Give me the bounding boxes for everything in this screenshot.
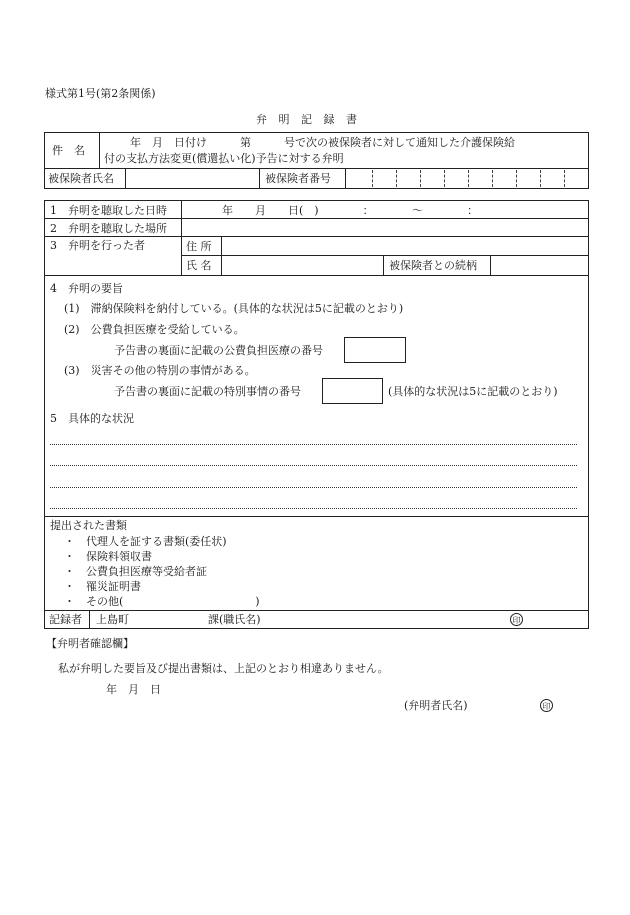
document-item: ・ 公費負担医療等受給者証 bbox=[64, 565, 207, 578]
insured-number-field[interactable] bbox=[346, 169, 588, 188]
section-4-label: 4 弁明の要旨 bbox=[50, 282, 123, 295]
situation-line[interactable] bbox=[50, 508, 577, 509]
statement-item-2: (2) 公費負担医療を受給している。 bbox=[64, 323, 245, 336]
section-1-label: 1 弁明を聴取した日時 bbox=[50, 204, 167, 217]
special-circumstance-number-field[interactable] bbox=[322, 378, 383, 404]
signer-seal-icon: 印 bbox=[540, 699, 553, 712]
document-item: ・ その他( ) bbox=[64, 595, 260, 608]
insured-name-label: 被保険者氏名 bbox=[48, 172, 114, 185]
document-item: ・ 罹災証明書 bbox=[64, 580, 141, 593]
document-item: ・ 保険料領収書 bbox=[64, 550, 152, 563]
confirmation-date[interactable]: 年 月 日 bbox=[106, 683, 161, 696]
special-circumstance-note: (具体的な状況は5に記載のとおり) bbox=[388, 385, 558, 398]
insured-number-label: 被保険者番号 bbox=[265, 172, 331, 185]
public-medical-number-label: 予告書の裏面に記載の公費負担医療の番号 bbox=[114, 344, 323, 357]
statement-item-3: (3) 災害その他の特別の事情がある。 bbox=[64, 364, 256, 377]
special-circumstance-number-label: 予告書の裏面に記載の特別事情の番号 bbox=[114, 385, 301, 398]
situation-line[interactable] bbox=[50, 444, 577, 445]
document-item: ・ 代理人を証する書類(委任状) bbox=[64, 535, 227, 548]
section-3-label: 3 弁明を行った者 bbox=[50, 239, 145, 252]
relation-label: 被保険者との続柄 bbox=[389, 259, 477, 272]
form-number-label: 様式第1号(第2条関係) bbox=[45, 87, 156, 100]
relation-field[interactable] bbox=[491, 256, 588, 274]
recorder-town: 上島町 bbox=[96, 613, 129, 626]
signer-name-label: (弁明者氏名) bbox=[404, 699, 468, 712]
recorder-seal-icon: 印 bbox=[510, 613, 523, 626]
case-label: 件 名 bbox=[52, 144, 85, 157]
recorder-position-label: 課(職氏名) bbox=[208, 613, 261, 626]
statement-item-1: (1) 滞納保険料を納付している。(具体的な状況は5に記載のとおり) bbox=[64, 302, 404, 315]
public-medical-number-field[interactable] bbox=[344, 337, 406, 363]
insured-name-field[interactable] bbox=[126, 169, 259, 188]
case-line-2: 付の支払方法変更(償還払い化)予告に対する弁明 bbox=[104, 152, 344, 165]
name-label: 氏 名 bbox=[186, 259, 212, 272]
speaker-name-field[interactable] bbox=[222, 256, 382, 274]
section-5-label: 5 具体的な状況 bbox=[50, 412, 134, 425]
documents-label: 提出された書類 bbox=[50, 519, 127, 532]
situation-line[interactable] bbox=[50, 465, 577, 466]
hearing-datetime-value[interactable]: 年 月 日( ) ： ～ ： bbox=[222, 204, 479, 217]
address-field[interactable] bbox=[222, 237, 588, 255]
situation-line[interactable] bbox=[50, 487, 577, 488]
recorder-label: 記録者 bbox=[49, 613, 82, 626]
address-label: 住 所 bbox=[186, 240, 212, 253]
confirmation-heading: 【弁明者確認欄】 bbox=[46, 637, 134, 650]
case-line-1: 年 月 日付け 第 号で次の被保険者に対して通知した介護保険給 bbox=[108, 136, 515, 149]
section-2-label: 2 弁明を聴取した場所 bbox=[50, 222, 167, 235]
page-title: 弁 明 記 録 書 bbox=[256, 113, 361, 126]
confirmation-statement: 私が弁明した要旨及び提出書類は、上記のとおり相違ありません。 bbox=[58, 662, 389, 675]
